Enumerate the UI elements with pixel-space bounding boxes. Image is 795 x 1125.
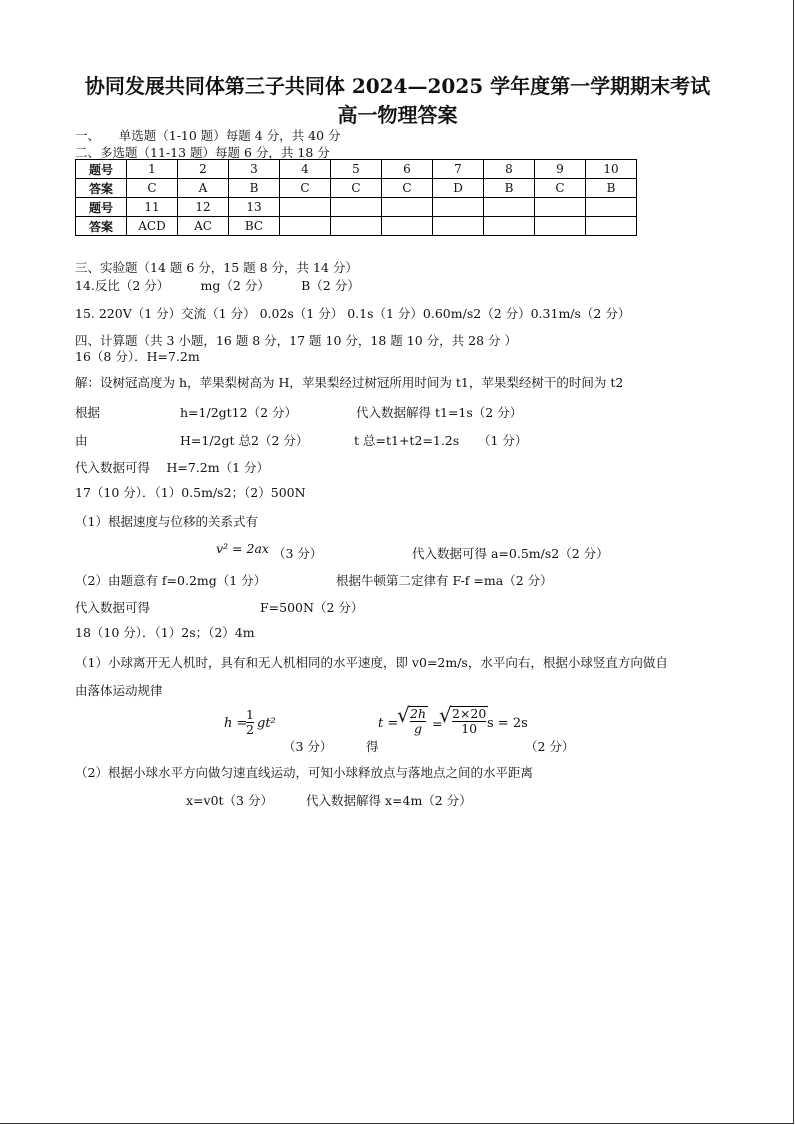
table-cell bbox=[280, 217, 331, 236]
q18-points-1: （3 分） bbox=[283, 739, 333, 754]
q16-result-2: 代入数据可得 H=7.2m（1 分） bbox=[75, 460, 270, 475]
table-cell bbox=[433, 198, 484, 217]
table-label-a: 答案 bbox=[76, 179, 127, 198]
table-cell: B bbox=[229, 179, 280, 198]
table-cell bbox=[382, 198, 433, 217]
q18-eq-frac-num: 1 bbox=[246, 707, 254, 722]
q18-points-2: （2 分） bbox=[525, 739, 575, 754]
table-cell bbox=[484, 198, 535, 217]
table-cell: 4 bbox=[280, 160, 331, 179]
table-cell: 11 bbox=[127, 198, 178, 217]
table-cell: ACD bbox=[127, 217, 178, 236]
q16-formula-1: h=1/2gt12（2 分） bbox=[180, 405, 297, 420]
table-cell: 10 bbox=[586, 160, 637, 179]
table-cell: BC bbox=[229, 217, 280, 236]
q18-eq-equals: = bbox=[432, 716, 443, 731]
table-cell: C bbox=[331, 179, 382, 198]
q18-eq-g: g bbox=[414, 721, 423, 736]
q17-points-1: （3 分） bbox=[273, 546, 323, 561]
table-cell: 5 bbox=[331, 160, 382, 179]
q18-eq-t: t = bbox=[378, 716, 399, 731]
q16-result-1: 代入数据解得 t1=1s（2 分） bbox=[356, 405, 523, 420]
q18-step-1b: 由落体运动规律 bbox=[75, 683, 163, 698]
table-cell: B bbox=[484, 179, 535, 198]
q18-eq-gt: gt² bbox=[257, 716, 276, 731]
table-cell: AC bbox=[178, 217, 229, 236]
q18-step-3-formula: x=v0t（3 分） bbox=[186, 793, 273, 808]
table-cell: 9 bbox=[535, 160, 586, 179]
q18-step-1a: （1）小球离开无人机时，具有和无人机相同的水平速度，即 v0=2m/s，水平向右，根据小球竖直方向做自 bbox=[75, 655, 668, 670]
table-cell: 3 bbox=[229, 160, 280, 179]
table-row bbox=[76, 179, 637, 198]
table-cell: B bbox=[586, 179, 637, 198]
table-cell: A bbox=[178, 179, 229, 198]
q17-heading: 17（10 分）．（1）0.5m/s2；（2）500N bbox=[75, 485, 306, 500]
q18-eq-frac-den: 2 bbox=[246, 722, 254, 737]
q17-step-3-label: 代入数据可得 bbox=[75, 600, 151, 615]
title-line2: 高一物理答案 bbox=[337, 103, 458, 127]
table-cell: 2 bbox=[178, 160, 229, 179]
table-cell: 8 bbox=[484, 160, 535, 179]
q18-eq-2h: √ 2h bbox=[410, 706, 427, 721]
table-label-q: 题号 bbox=[76, 198, 127, 217]
q15-answer: 15. 220V（1 分）交流（1 分） 0.02s（1 分） 0.1s（1 分）0.60m/s2（2 分）0.31m/s（2 分） bbox=[75, 306, 631, 321]
q18-heading: 18（10 分）．（1）2s；（2）4m bbox=[75, 625, 255, 640]
table-cell: 6 bbox=[382, 160, 433, 179]
table-row bbox=[76, 198, 637, 217]
answer-table bbox=[75, 159, 637, 236]
table-cell bbox=[331, 217, 382, 236]
q16-intro: 解：设树冠高度为 h，苹果梨树高为 H，苹果梨经过树冠所用时间为 t1，苹果梨经树干的时间为 t2 bbox=[75, 375, 624, 390]
q17-step-2-newton: 根据牛顿第二定律有 F-f =ma（2 分） bbox=[336, 573, 553, 588]
table-cell bbox=[586, 217, 637, 236]
q17-result-1: 代入数据可得 a=0.5m/s2（2 分） bbox=[412, 546, 609, 561]
q17-step-3-result: F=500N（2 分） bbox=[260, 600, 364, 615]
table-cell: C bbox=[280, 179, 331, 198]
table-cell bbox=[535, 198, 586, 217]
table-cell: C bbox=[127, 179, 178, 198]
q18-eq-fraction bbox=[246, 708, 254, 737]
q18-de: 得 bbox=[366, 739, 379, 754]
table-cell: C bbox=[535, 179, 586, 198]
title-line1: 协同发展共同体第三子共同体 2024—2025 学年度第一学期期末考试 bbox=[84, 74, 711, 98]
section-3-heading: 三、实验题（14 题 6 分，15 题 8 分，共 14 分） bbox=[75, 260, 358, 275]
q18-eq-h: h = bbox=[224, 716, 248, 731]
table-cell: 13 bbox=[229, 198, 280, 217]
table-cell bbox=[280, 198, 331, 217]
table-cell: 12 bbox=[178, 198, 229, 217]
q14-answer: 14.反比（2 分） mg（2 分） B（2 分） bbox=[75, 278, 360, 293]
q18-eq-sqrt-2 bbox=[440, 706, 488, 736]
q16-formula-3: t 总=t1+t2=1.2s bbox=[354, 433, 460, 448]
section-4-heading: 四、计算题（共 3 小题，16 题 8 分，17 题 10 分，18 题 10 分，共 28 分 ） bbox=[75, 333, 517, 348]
q18-step-2: （2）根据小球水平方向做匀速直线运动，可知小球释放点与落地点之间的水平距离 bbox=[75, 765, 533, 780]
q18-eq-sqrt-1 bbox=[398, 706, 428, 736]
q18-eq-result: s = 2s bbox=[487, 716, 528, 731]
q17-step-1: （1）根据速度与位移的关系式有 bbox=[75, 514, 258, 529]
table-cell: 7 bbox=[433, 160, 484, 179]
q16-formula-2: H=1/2gt 总2（2 分） bbox=[180, 433, 309, 448]
q17-step-2: （2）由题意有 f=0.2mg（1 分） bbox=[75, 573, 267, 588]
table-cell bbox=[484, 217, 535, 236]
section-2-heading: 二、多选题（11-13 题）每题 6 分，共 18 分 bbox=[75, 145, 330, 160]
q18-step-3-result: 代入数据解得 x=4m（2 分） bbox=[306, 793, 472, 808]
q16-points: （1 分） bbox=[478, 433, 528, 448]
table-cell bbox=[331, 198, 382, 217]
table-label-a: 答案 bbox=[76, 217, 127, 236]
q16-label: 根据 bbox=[75, 405, 101, 420]
q18-eq-2x20: √ 2×20 bbox=[452, 706, 487, 721]
table-cell bbox=[382, 217, 433, 236]
section-1-heading: 一、 单选题（1-10 题）每题 4 分，共 40 分 bbox=[75, 128, 341, 143]
table-cell: 1 bbox=[127, 160, 178, 179]
table-cell bbox=[535, 217, 586, 236]
table-row bbox=[76, 160, 637, 179]
table-cell bbox=[433, 217, 484, 236]
table-cell: D bbox=[433, 179, 484, 198]
table-label-q: 题号 bbox=[76, 160, 127, 179]
table-cell bbox=[586, 198, 637, 217]
table-row bbox=[76, 217, 637, 236]
q16-label: 由 bbox=[75, 433, 88, 448]
q16-heading: 16（8 分）．H=7.2m bbox=[75, 349, 200, 364]
table-cell: C bbox=[382, 179, 433, 198]
q18-eq-10: 10 bbox=[461, 721, 478, 736]
q17-equation-1: v² = 2ax bbox=[216, 541, 269, 556]
